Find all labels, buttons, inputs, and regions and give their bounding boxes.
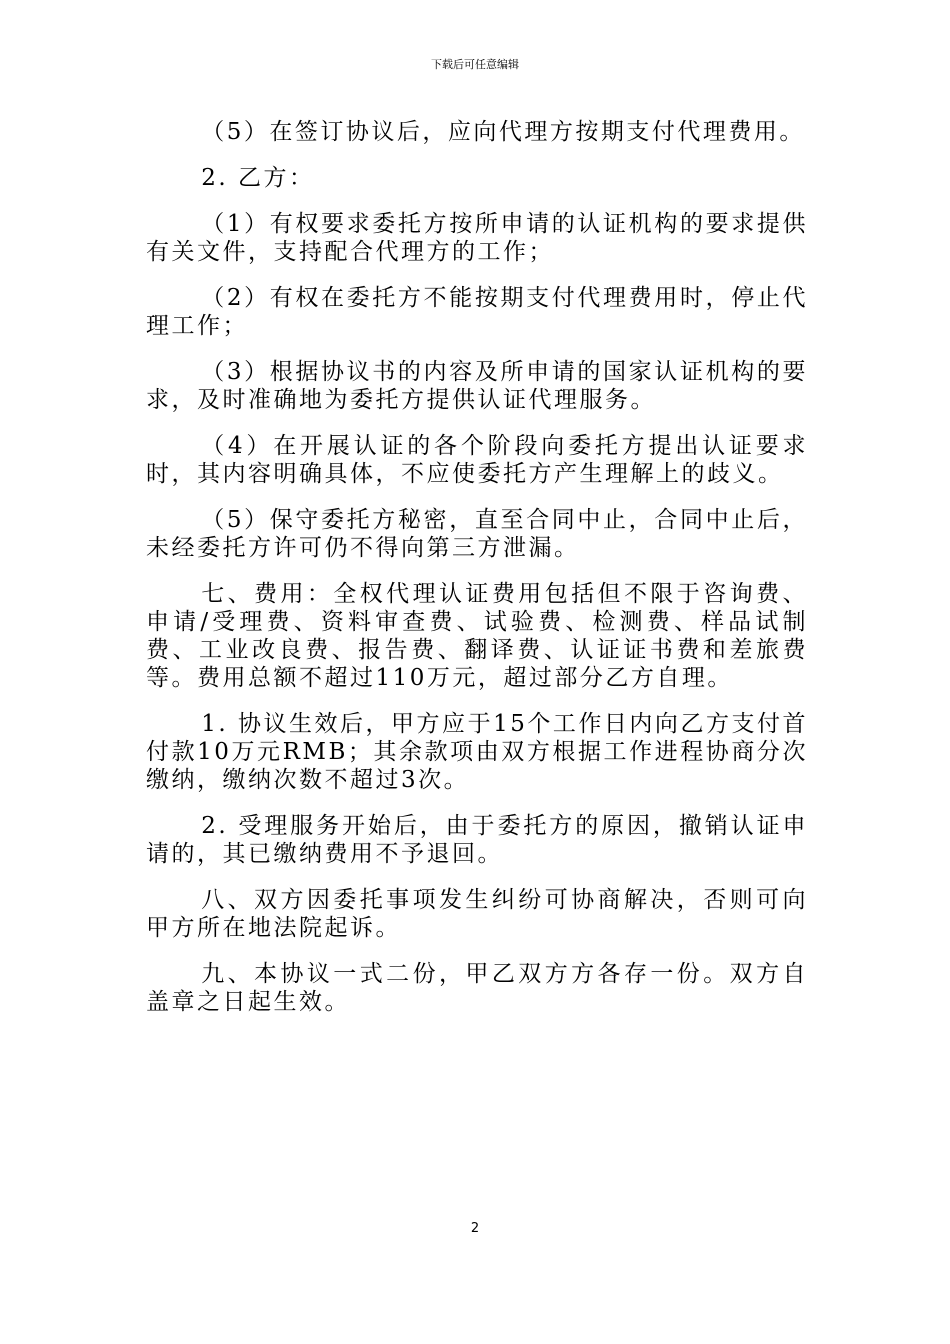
paragraph-party-b-duty-3: （3）根据协议书的内容及所申请的国家认证机构的要求，及时准确地为委托方提供认证代理服务。 bbox=[146, 359, 808, 413]
paragraph-fees-payment-1: 1. 协议生效后，甲方应于15个工作日内向乙方支付首付款10万元RMB；其余款项由双方根据工作进程协商分次缴纳，缴纳次数不超过3次。 bbox=[146, 711, 808, 793]
paragraph-party-b-right-2: （2）有权在委托方不能按期支付代理费用时，停止代理工作； bbox=[146, 285, 808, 339]
paragraph-client-pay-fees: （5）在签订协议后，应向代理方按期支付代理费用。 bbox=[201, 119, 805, 145]
paragraph-copies-effect: 九、本协议一式二份，甲乙双方方各存一份。双方自盖章之日起生效。 bbox=[146, 961, 808, 1015]
paragraph-disputes: 八、双方因委托事项发生纠纷可协商解决，否则可向甲方所在地法院起诉。 bbox=[146, 887, 808, 941]
page-header: 下载后可任意编辑 bbox=[431, 58, 519, 71]
paragraph-fees-payment-2: 2. 受理服务开始后，由于委托方的原因，撤销认证申请的，其已缴纳费用不予退回。 bbox=[146, 813, 808, 867]
paragraph-party-b-duty-5: （5）保守委托方秘密，直至合同中止，合同中止后，未经委托方许可仍不得向第三方泄漏。 bbox=[146, 507, 808, 561]
document-body bbox=[146, 118, 808, 1034]
page-number: 2 bbox=[470, 1221, 480, 1236]
paragraph-fees: 七、费用：全权代理认证费用包括但不限于咨询费、申请/受理费、资料审查费、试验费、检测费、样品试制费、工业改良费、报告费、翻译费、认证证书费和差旅费等。费用总额不超过110万元，超过部分乙方自理。 bbox=[146, 581, 808, 691]
paragraph-party-b-duty-4: （4）在开展认证的各个阶段向委托方提出认证要求时，其内容明确具体，不应使委托方产生理解上的歧义。 bbox=[146, 433, 808, 487]
paragraph-party-b-heading: 2. 乙方： bbox=[201, 165, 315, 191]
paragraph-party-b-right-1: （1）有权要求委托方按所申请的认证机构的要求提供有关文件，支持配合代理方的工作； bbox=[146, 211, 808, 265]
